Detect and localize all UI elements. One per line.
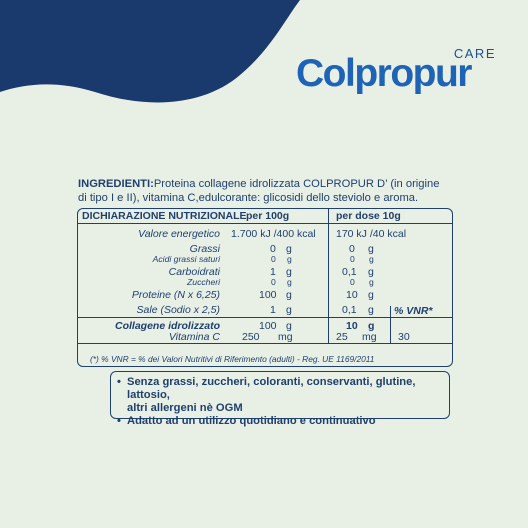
vnr-header: % VNR* (394, 305, 433, 317)
row-label-energy: Valore energetico (138, 228, 220, 240)
proteins-unit-100: g (286, 289, 292, 301)
claim-free-from-line-1: Senza grassi, zuccheri, coloranti, conservanti, glutine, lattosio, (127, 376, 416, 401)
sugars-unit-dose: g (369, 277, 374, 287)
fats-unit-dose: g (368, 243, 374, 255)
fats-unit-100: g (286, 243, 292, 255)
collagen-unit-dose: g (368, 320, 375, 332)
proteins-per100: 100 (259, 289, 277, 301)
salt-per-dose: 0,1 (342, 304, 357, 316)
bullet-icon: • (117, 415, 121, 427)
sugars-unit-100: g (287, 277, 292, 287)
energy-per-dose: 170 kJ /40 kcal (336, 228, 407, 240)
salt-unit-dose: g (368, 304, 374, 316)
vitamin-c-per100: 250 (242, 331, 260, 343)
ingredients-text (78, 178, 454, 205)
vitamin-c-per-dose: 25 (336, 331, 348, 343)
row-label-fats: Grassi (189, 243, 220, 255)
brand-logo (296, 38, 516, 108)
row-label-carbs: Carboidrati (168, 266, 220, 278)
header-per-dose: per dose 10g (336, 210, 401, 222)
vnr-footnote: (*) % VNR = % dei Valori Nutritivi di Riferimento (adulti) - Reg. UE 1169/2011 (90, 354, 375, 364)
carbs-per100: 1 (270, 266, 276, 278)
bullet-icon: • (117, 376, 121, 388)
claim-free-from (117, 376, 443, 415)
vitamin-c-unit-100: mg (278, 331, 293, 343)
collagen-divider (78, 317, 452, 318)
logo-suffix: CARE (453, 46, 496, 61)
row-label-salt: Sale (Sodio x 2,5) (136, 304, 220, 316)
saturated-per100: 0 (271, 254, 276, 264)
claim-daily-use (117, 415, 443, 428)
nutrition-title: DICHIARAZIONE NUTRIZIONALE (82, 210, 247, 222)
saturated-unit-100: g (287, 254, 292, 264)
fats-per-dose: 0 (349, 243, 355, 255)
logo-wordmark: Colpropur (296, 52, 471, 95)
column-divider-vnr (390, 306, 391, 343)
row-label-sugars: Zuccheri (187, 277, 220, 287)
ingredients-line-2: di tipo I e II), vitamina C,edulcorante: glicosidi dello steviolo e aroma. (78, 191, 419, 204)
carbs-unit-100: g (286, 266, 292, 278)
fats-per100: 0 (270, 243, 276, 255)
vitamin-c-unit-dose: mg (362, 331, 377, 343)
row-label-collagen: Collagene idrolizzato (114, 320, 220, 332)
ingredients-line-1: Proteina collagene idrolizzata COLPROPUR D’ (in origine (153, 178, 440, 190)
proteins-unit-dose: g (368, 289, 374, 301)
header-divider (78, 223, 452, 224)
header-per100: per 100g (246, 210, 290, 222)
collagen-per100: 100 (259, 320, 277, 332)
row-label-proteins: Proteine (N x 6,25) (131, 289, 220, 301)
footer-divider (78, 343, 452, 344)
collagen-per-dose: 10 (346, 320, 358, 332)
nutrition-table (77, 208, 453, 367)
ingredients-label: INGREDIENTI: (78, 178, 154, 190)
row-label-vitamin-c: Vitamina C (168, 331, 220, 343)
carbs-per-dose: 0,1 (342, 266, 357, 278)
carbs-unit-dose: g (368, 266, 374, 278)
salt-unit-100: g (286, 304, 292, 316)
sugars-per100: 0 (271, 277, 276, 287)
saturated-per-dose: 0 (350, 254, 355, 264)
sugars-per-dose: 0 (350, 277, 355, 287)
column-divider-dose (328, 209, 329, 343)
claim-daily-use-text: Adatto ad un utilizzo quotidiano e continuativo (127, 415, 376, 427)
energy-per100: 1.700 kJ /400 kcal (231, 228, 316, 240)
salt-per100: 1 (270, 304, 276, 316)
row-label-saturated: Acidi grassi saturi (152, 254, 220, 264)
collagen-unit-100: g (286, 320, 292, 332)
claims-box (110, 371, 450, 427)
vitamin-c-vnr: 30 (398, 331, 410, 343)
claim-free-from-line-2: altri allergeni nè OGM (127, 402, 243, 414)
proteins-per-dose: 10 (346, 289, 358, 301)
saturated-unit-dose: g (369, 254, 374, 264)
